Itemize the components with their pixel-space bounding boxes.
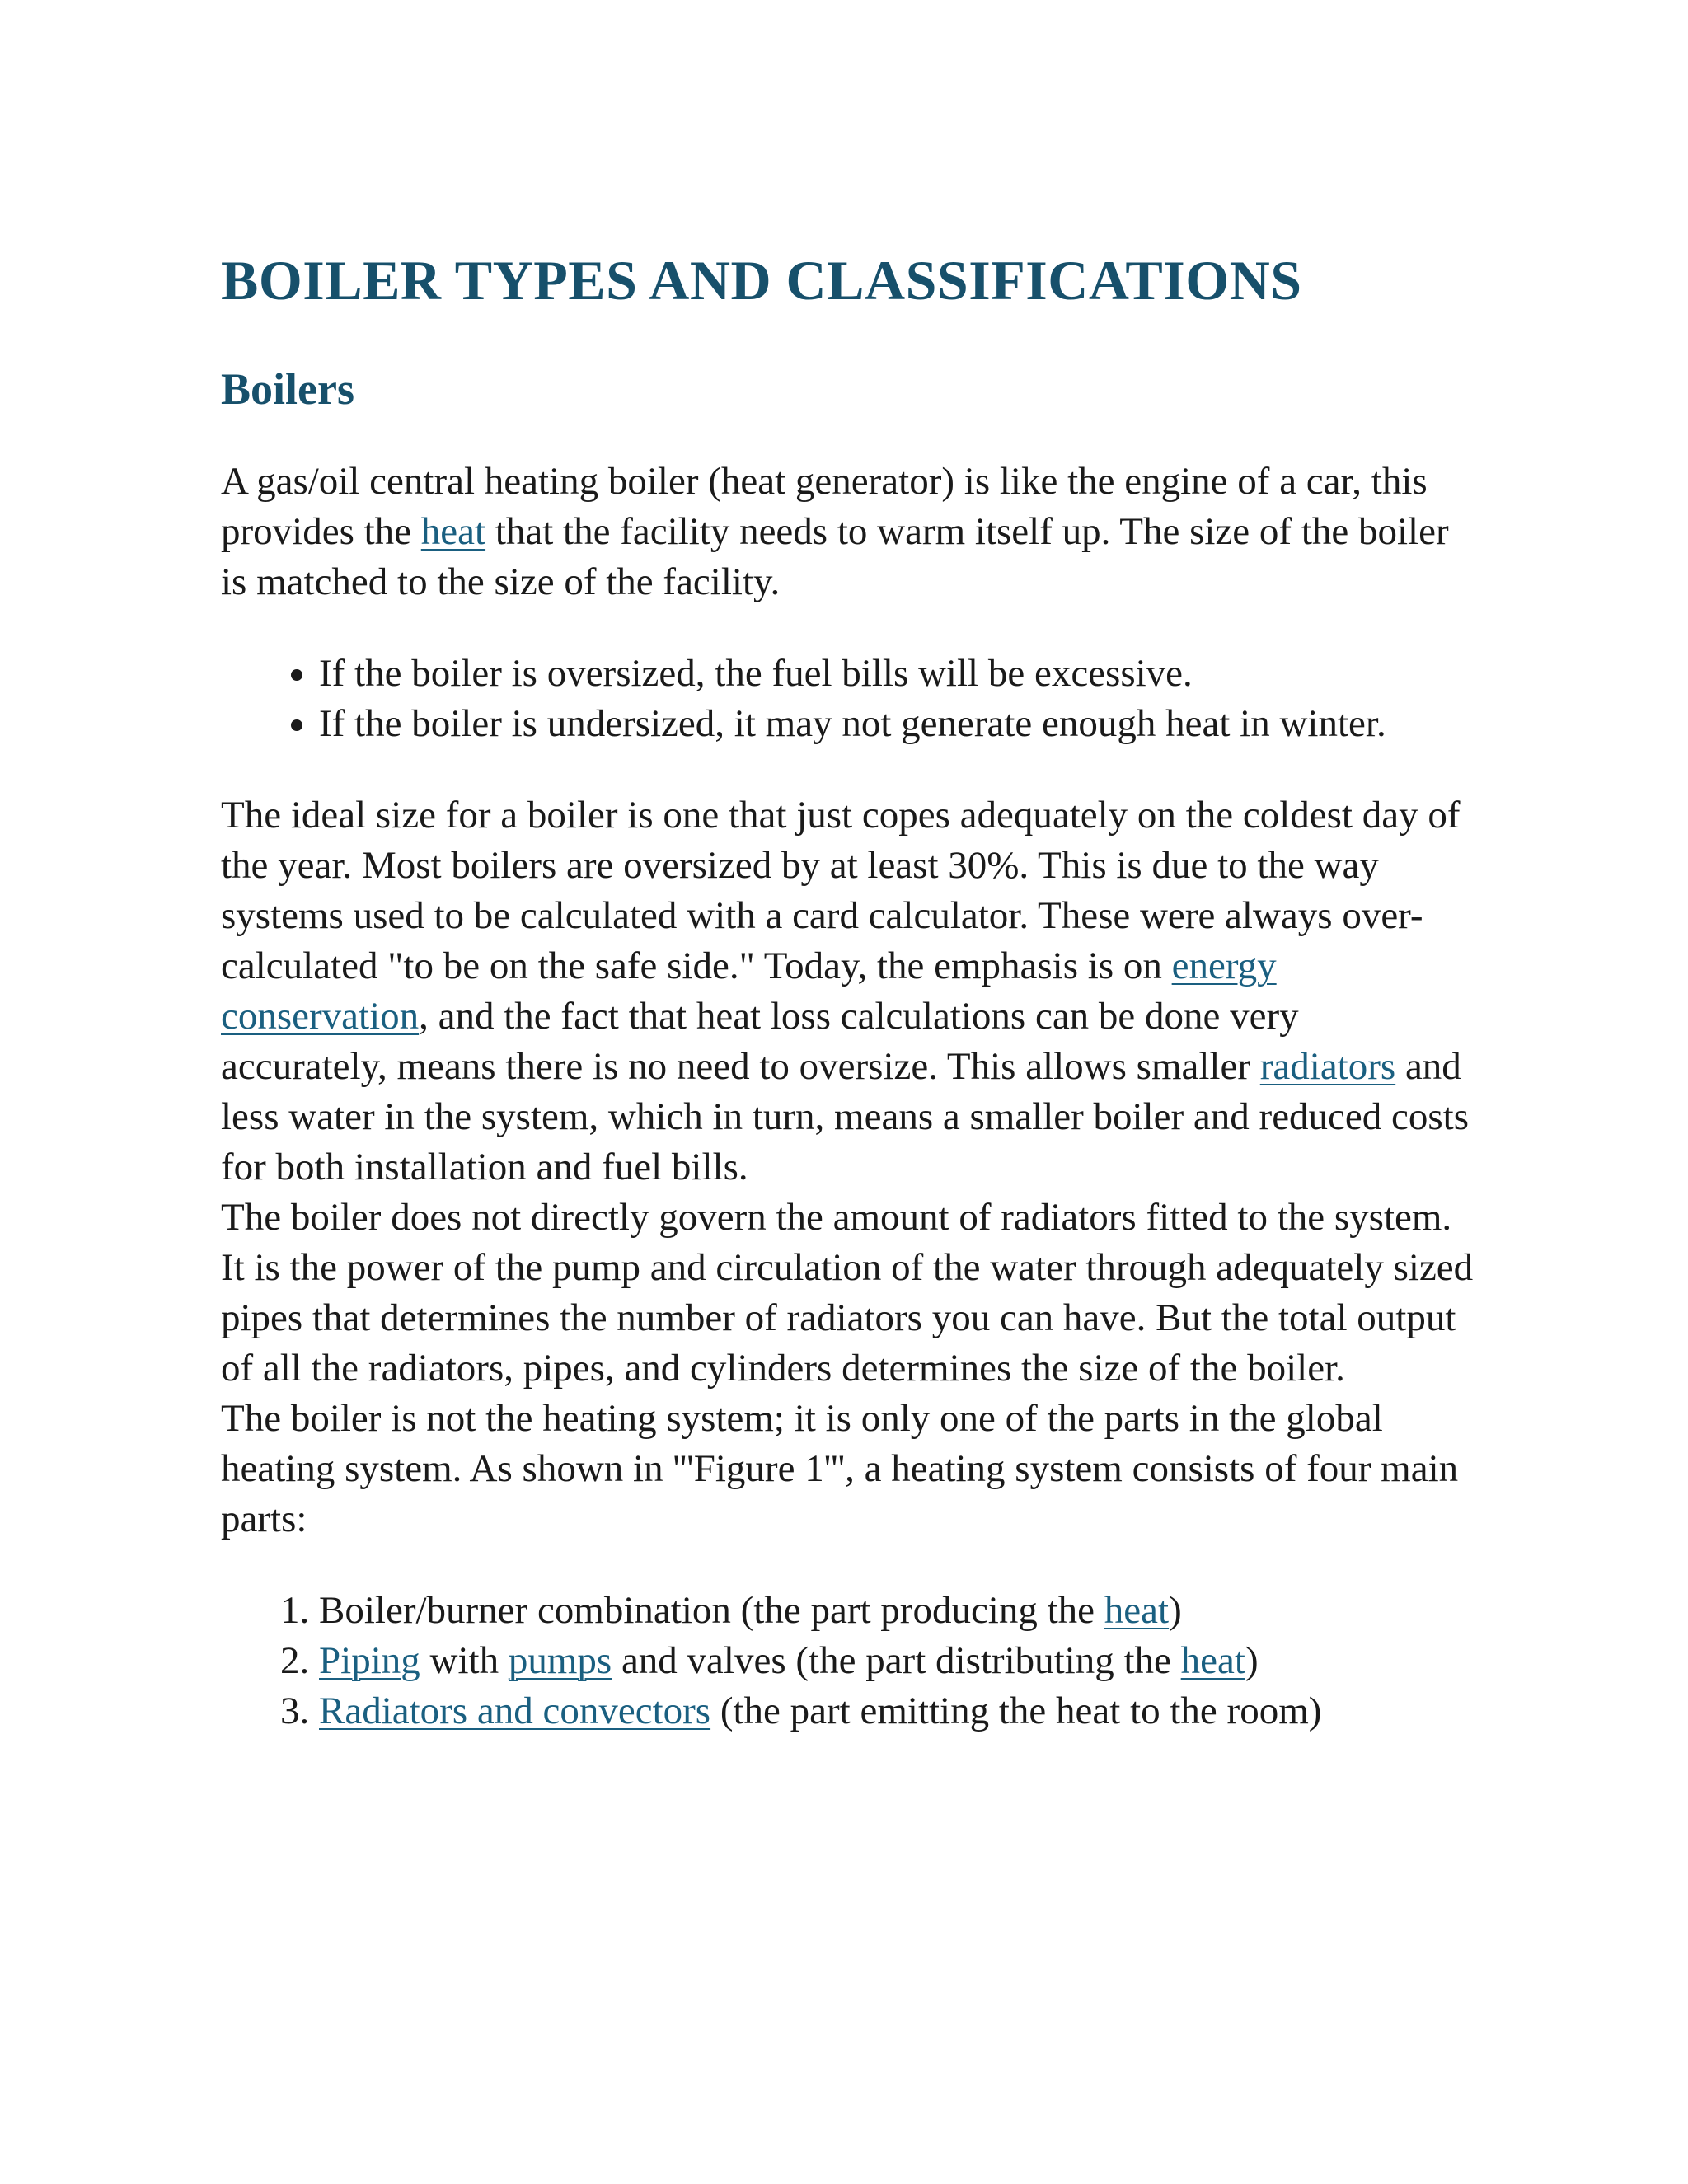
ideal-text-2: , and the fact that heat loss calculations can be done very accurately, means there is no need to oversize. This allows smaller	[221, 995, 1299, 1089]
link-heat-item1[interactable]: heat	[1104, 1589, 1170, 1633]
item2-text-2: and valves (the part distributing the	[612, 1639, 1181, 1683]
link-heat[interactable]: heat	[420, 510, 486, 554]
numbered-list	[221, 1586, 1474, 1736]
link-radiators-convectors[interactable]: Radiators and convectors	[319, 1690, 711, 1733]
item2-text-3: )	[1245, 1639, 1259, 1683]
heating-system-paragraph: The boiler is not the heating system; it is only one of the parts in the global heating system. As shown in '''Figure 1''', a heating system consists of four main parts:	[221, 1397, 1459, 1541]
link-energy-conservation[interactable]: energy conservation	[221, 944, 1277, 1038]
link-heat-item2[interactable]: heat	[1180, 1639, 1245, 1683]
intro-text-2: that the facility needs to warm itself up. The size of the boiler is matched to the size of the facility.	[221, 510, 1449, 604]
link-radiators[interactable]: radiators	[1259, 1045, 1396, 1089]
intro-paragraph	[221, 457, 1474, 607]
item3-text-1: (the part emitting the heat to the room)	[710, 1690, 1322, 1733]
ideal-size-paragraph	[221, 790, 1474, 1193]
item1-text-1: Boiler/burner combination (the part producing the	[319, 1589, 1104, 1633]
link-pumps[interactable]: pumps	[508, 1639, 612, 1683]
item1-text-2: )	[1169, 1589, 1182, 1633]
link-piping[interactable]: Piping	[319, 1639, 420, 1683]
document-page	[221, 247, 1474, 1778]
section-heading-boilers: Boilers	[221, 363, 354, 414]
numbered-item-piping	[319, 1636, 1474, 1686]
ideal-text-3: and less water in the system, which in turn, means a smaller boiler and reduced costs for both installation and fuel bills.	[221, 1045, 1470, 1189]
bullet-item-oversized: • If the boiler is oversized, the fuel bills will be excessive.	[319, 649, 1474, 699]
bullet-list	[221, 649, 1474, 749]
item2-text-1: with	[420, 1639, 509, 1683]
govern-paragraph: The boiler does not directly govern the amount of radiators fitted to the system. It is the power of the pump and circulation of the water through adequately sized pipes that determines the number of radiators you can have. But the total output of all the radiators, pipes, and cylinders determines the size of the boiler.	[221, 1196, 1474, 1390]
page-title: BOILER TYPES AND CLASSIFICATIONS	[221, 249, 1302, 312]
ideal-text-1: The ideal size for a boiler is one that just copes adequately on the coldest day of the year. Most boilers are oversized by at least 30%. This is due to the way systems used to be calculated with a card calculator. These were always over-calculated "to be on the safe side." Today, the emphasis is on	[221, 794, 1461, 988]
bullet-item-undersized: • If the boiler is undersized, it may not generate enough heat in winter.	[319, 699, 1474, 749]
intro-text-1: A gas/oil central heating boiler (heat generator) is like the engine of a car, this provides the	[221, 460, 1428, 554]
numbered-item-boiler	[319, 1586, 1474, 1636]
numbered-item-radiators	[319, 1686, 1474, 1736]
